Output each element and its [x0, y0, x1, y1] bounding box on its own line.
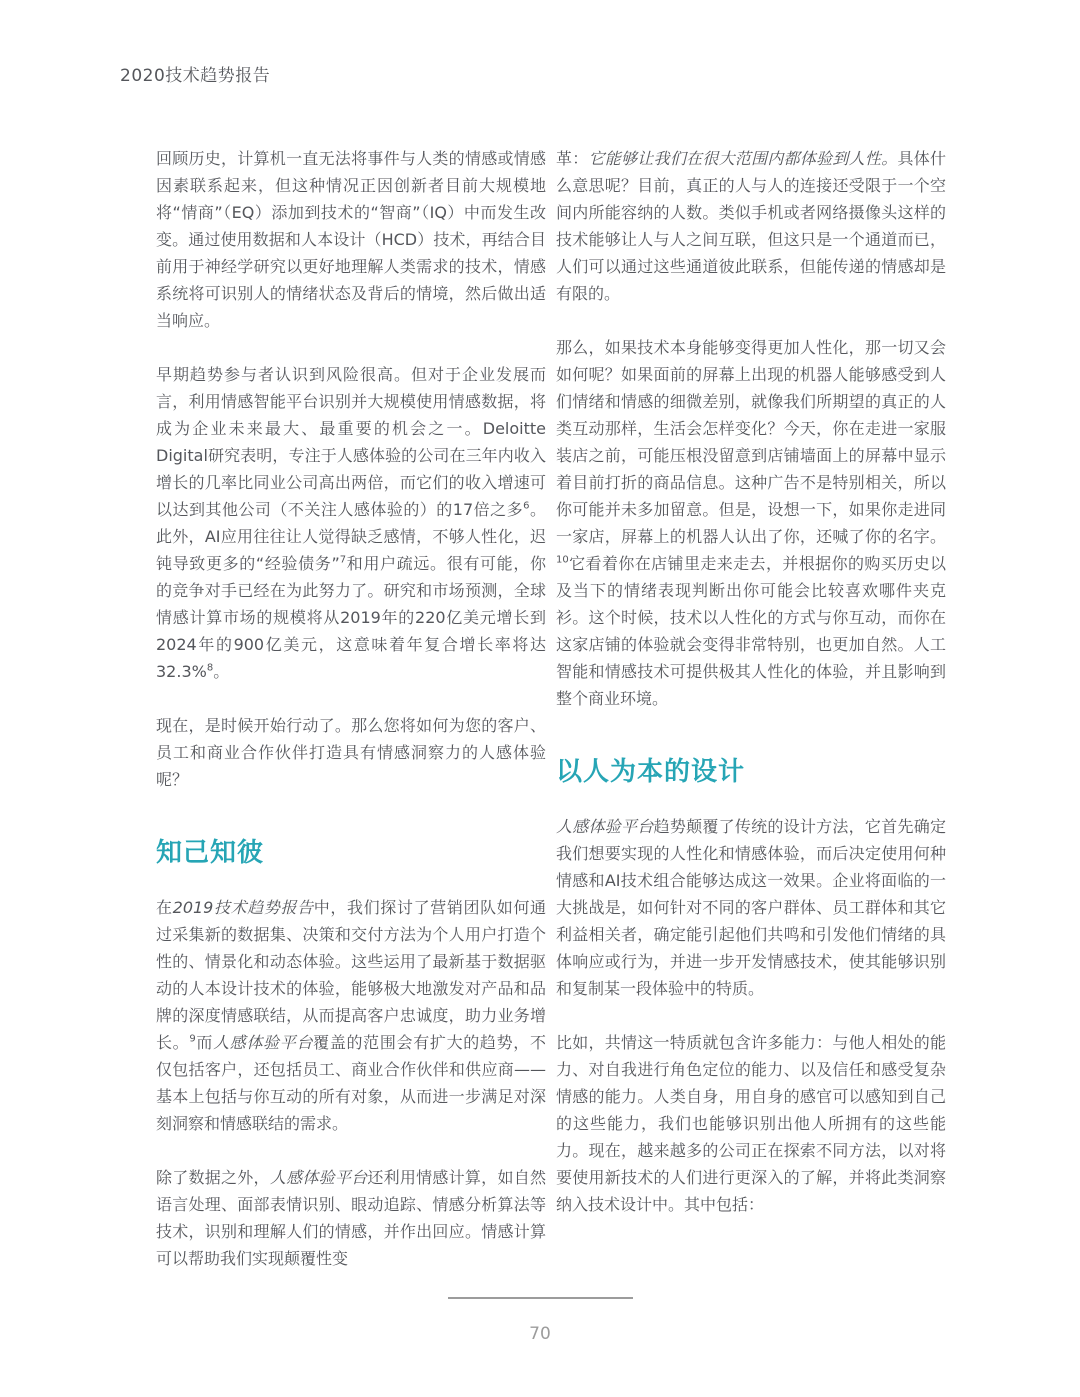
body-text: 具体什么意思呢？目前，真正的人与人的连接还受限于一个空间内所能容纳的人数。类似手机或者网络摄像头这样的技术能够让人与人之间互联，但这只是一个通道而已，人们可以通过这些通道彼此联系，但能传递的情感却是有限的。 [556, 149, 946, 303]
body-text: 还利用情感计算，如自然语言处理、面部表情识别、眼动追踪、情感分析算法等技术，识别和理解人们的情感，并作出回应。情感计算可以帮助我们实现颠覆性变 [156, 1168, 546, 1268]
body-text: 而 [195, 1033, 214, 1052]
body-text: 知己知彼 [156, 838, 265, 868]
right-column [556, 145, 946, 1245]
paragraph [156, 361, 546, 685]
body-text: 比如，共情这一特质就包含许多能力：与他人相处的能力、对自我进行角色定位的能力、以及信任和感受复杂情感的能力。人类自身，用自身的感官可以感知到自己的这些能力，我们也能够识别出他人所拥有的这些能力。现在，越来越多的公司正在探索不同方法，以对将要使用新技术的人们进行更深入的了解，并将此类洞察纳入技术设计中。其中包括： [556, 1033, 946, 1214]
footnote-reference: 7 [339, 554, 347, 566]
paragraph [156, 145, 546, 334]
body-text: 和用户疏远。很有可能，你的竞争对手已经在为此努力了。研究和市场预测，全球情感计算市场的规模将从2019年的220亿美元增长到2024年的900亿美元，这意味着年复合增长率将达32.3% [156, 554, 546, 681]
paragraph [556, 334, 946, 712]
body-text: 覆盖的范围会有扩大的趋势，不仅包括客户，还包括员工、商业合作伙伴和供应商——基本上包括与你互动的所有对象，从而进一步满足对深刻洞察和情感联结的需求。 [156, 1033, 546, 1133]
body-text: 以人为本的设计 [556, 757, 746, 787]
paragraph [156, 894, 546, 1137]
paragraph [556, 145, 946, 307]
emphasized-text: 它能够让我们在很大范围内都体验到人性。 [588, 149, 898, 168]
footnote-reference: 8 [206, 662, 214, 674]
footnote-reference: 10 [556, 554, 569, 566]
page-number: 70 [529, 1324, 551, 1344]
footer-divider [448, 1297, 633, 1299]
report-header-title: 2020技术趋势报告 [120, 66, 271, 86]
body-text: 中，我们探讨了营销团队如何通过采集新的数据集、决策和交付方法为个人用户打造个性的、情景化和动态体验。这些运用了最新基于数据驱动的人本设计技术的体验，能够极大地激发对产品和品牌的深度情感联结，从而提高客户忠诚度，助力业务增长。 [156, 898, 546, 1052]
paragraph [156, 1164, 546, 1272]
paragraph [556, 813, 946, 1002]
body-text: 除了数据之外， [156, 1168, 270, 1187]
footnote-reference: 6 [523, 500, 530, 512]
body-text: 现在，是时候开始行动了。那么您将如何为您的客户、员工和商业合作伙伴打造具有情感洞察力的人感体验呢？ [156, 716, 546, 789]
emphasized-text: 人感体验平台 [556, 817, 654, 836]
emphasized-text: 人感体验平台 [269, 1168, 368, 1187]
body-text: 革： [556, 149, 589, 168]
paragraph [156, 712, 546, 793]
footnote-reference: 9 [189, 1033, 196, 1045]
body-text: 那么，如果技术本身能够变得更加人性化，那一切又会如何呢？如果面前的屏幕上出现的机器人能够感受到人们情绪和情感的细微差别，就像我们所期望的真正的人类互动那样，生活会怎样变化？今天，你在走进一家服装店之前，可能压根没留意到店铺墙面上的屏幕中显示着目前打折的商品信息。这种广告不是特别相关，所以你可能并未多加留意。但是，设想一下，如果你走进同一家店，屏幕上的机器人认出了你，还喊了你的名字。 [556, 338, 946, 546]
body-text: 在 [156, 898, 173, 917]
emphasized-text: 人感体验平台 [213, 1033, 314, 1052]
body-text: 它看着你在店铺里走来走去，并根据你的购买历史以及当下的情绪表现判断出你可能会比较喜欢哪件夹克衫。这个时候，技术以人性化的方式与你互动，而你在这家店铺的体验就会变得非常特别，也更加自然。人工智能和情感技术可提供极其人性化的体验，并且影响到整个商业环境。 [556, 554, 946, 708]
body-text: 早期趋势参与者认识到风险很高。但对于企业发展而言，利用情感智能平台识别并大规模使用情感数据，将成为企业未来最大、最重要的机会之一。Deloitte Digital研究表明，专注于人感体验的公司在三年内收入增长的几率比同业公司高出两倍，而它们的收入增速可以达到其他公司（不关注人感体验的）的17倍之多 [156, 365, 546, 519]
left-column [156, 145, 546, 1299]
emphasized-text: 2019技术趋势报告 [172, 898, 314, 917]
body-text: 回顾历史，计算机一直无法将事件与人类的情感或情感因素联系起来，但这种情况正因创新者目前大规模地将“情商”（EQ）添加到技术的“智商”（IQ）中而发生改变。通过使用数据和人本设计（HCD）技术，再结合目前用于神经学研究以更好地理解人类需求的技术，情感系统将可识别人的情绪状态及背后的情境，然后做出适当响应。 [156, 149, 546, 330]
paragraph [556, 1029, 946, 1218]
section-heading [156, 838, 546, 868]
body-text: 趋势颠覆了传统的设计方法，它首先确定我们想要实现的人性化和情感体验，而后决定使用何种情感和AI技术组合能够达成这一效果。企业将面临的一大挑战是，如何针对不同的客户群体、员工群体和其它利益相关者，确定能引起他们共鸣和引发他们情绪的具体响应或行为，并进一步开发情感技术，使其能够识别和复制某一段体验中的特质。 [556, 817, 946, 998]
section-heading [556, 757, 946, 787]
body-text: 。 [213, 662, 230, 681]
body-text: 。此外，AI应用往往让人觉得缺乏感情，不够人性化，迟钝导致更多的“经验债务” [156, 500, 546, 573]
